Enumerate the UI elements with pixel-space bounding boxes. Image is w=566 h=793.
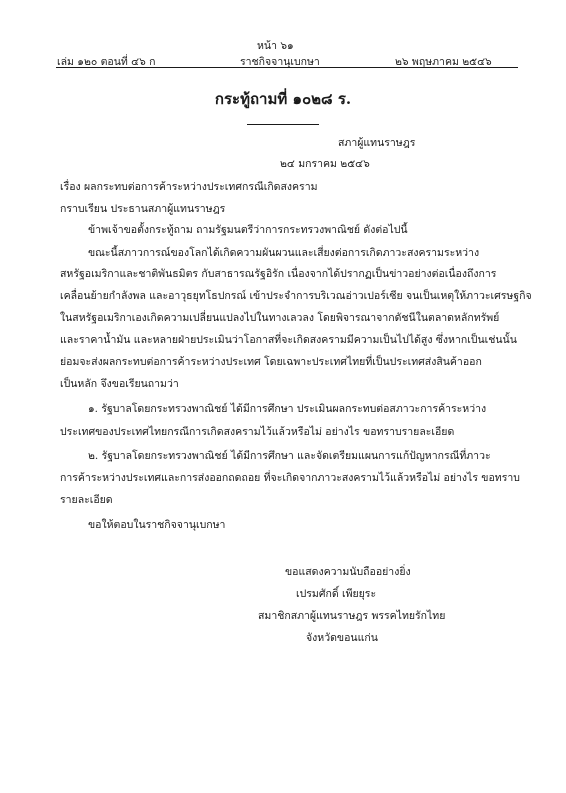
- signature-salutation: ขอแสดงความนับถืออย่างยิ่ง: [285, 566, 411, 578]
- header-date: ๒๖ พฤษภาคม ๒๕๔๖: [395, 56, 492, 68]
- question-1-line: ประเทศของประเทศไทยกรณีการเกิดสงครามไว้แล้วหรือไม่ อย่างไร ขอทราบรายละเอียด: [60, 426, 455, 438]
- signature-position: สมาชิกสภาผู้แทนราษฎร พรรคไทยรักไทย: [258, 610, 446, 622]
- paragraph-line: และราคาน้ำมัน และหลายฝ่ายประเมินว่าโอกาสที่จะเกิดสงครามมีความเป็นไปได้สูง ซึ่งหากเป็นเช่นนั้น: [60, 334, 517, 346]
- sender-date: ๒๔ มกราคม ๒๕๔๖: [280, 158, 370, 170]
- question-2-line: ๒. รัฐบาลโดยกระทรวงพาณิชย์ ได้มีการศึกษา และจัดเตรียมแผนการแก้ปัญหากรณีที่ภาวะ: [88, 450, 491, 462]
- signature-name: เปรมศักดิ์ เพียยุระ: [296, 588, 377, 600]
- title-rule: [247, 124, 319, 125]
- volume-issue: เล่ม ๑๒๐ ตอนที่ ๔๖ ก: [57, 56, 156, 68]
- header-divider: [56, 67, 518, 68]
- signature-province: จังหวัดขอนแก่น: [306, 632, 378, 644]
- gazette-name: ราชกิจจานุเบกษา: [240, 56, 320, 68]
- paragraph-line: ย่อมจะส่งผลกระทบต่อการค้าระหว่างประเทศ โดยเฉพาะประเทศไทยที่เป็นประเทศส่งสินค้าออก: [60, 356, 482, 368]
- paragraph-line: ในสหรัฐอเมริกาเองเกิดความเปลี่ยนแปลงไปในทางเลวลง โดยพิจารณาจากดัชนีในตลาดหลักทรัพย์: [60, 312, 500, 324]
- document-title: กระทู้ถามที่ ๑๐๒๘ ร.: [214, 90, 352, 108]
- question-2-line: รายละเอียด: [60, 494, 113, 506]
- paragraph-line: เคลื่อนย้ายกำลังพล และอาวุธยุทโธปกรณ์ เข้าประจำการบริเวณอ่าวเปอร์เซีย จนเป็นเหตุให้ภาวะเศรษฐกิจ: [60, 290, 532, 302]
- subject-line: เรื่อง ผลกระทบต่อการค้าระหว่างประเทศกรณีเกิดสงคราม: [60, 181, 318, 193]
- intro-line: ข้าพเจ้าขอตั้งกระทู้ถาม ถามรัฐมนตรีว่าการกระทรวงพาณิชย์ ดังต่อไปนี้: [88, 224, 408, 236]
- page-number: หน้า ๖๑: [257, 40, 294, 52]
- addressee-line: กราบเรียน ประธานสภาผู้แทนราษฎร: [60, 203, 226, 215]
- closing-request: ขอให้ตอบในราชกิจจานุเบกษา: [88, 519, 226, 531]
- paragraph-line: เป็นหลัก จึงขอเรียนถามว่า: [60, 378, 179, 390]
- paragraph-line: สหรัฐอเมริกาและชาติพันธมิตร กับสาธารณรัฐอิรัก เนื่องจากได้ปรากฏเป็นข่าวอย่างต่อเนื่องถึงการ: [60, 268, 497, 280]
- sender-org: สภาผู้แทนราษฎร: [338, 137, 416, 149]
- question-1-line: ๑. รัฐบาลโดยกระทรวงพาณิชย์ ได้มีการศึกษา ประเมินผลกระทบต่อสภาวะการค้าระหว่าง: [88, 403, 487, 415]
- paragraph-line: ขณะนี้สภาวการณ์ของโลกได้เกิดความผันผวนและเสี่ยงต่อการเกิดภาวะสงครามระหว่าง: [88, 247, 480, 259]
- question-2-line: การค้าระหว่างประเทศและการส่งออกถดถอย ที่จะเกิดจากภาวะสงครามไว้แล้วหรือไม่ อย่างไร ขอทราบ: [60, 472, 520, 484]
